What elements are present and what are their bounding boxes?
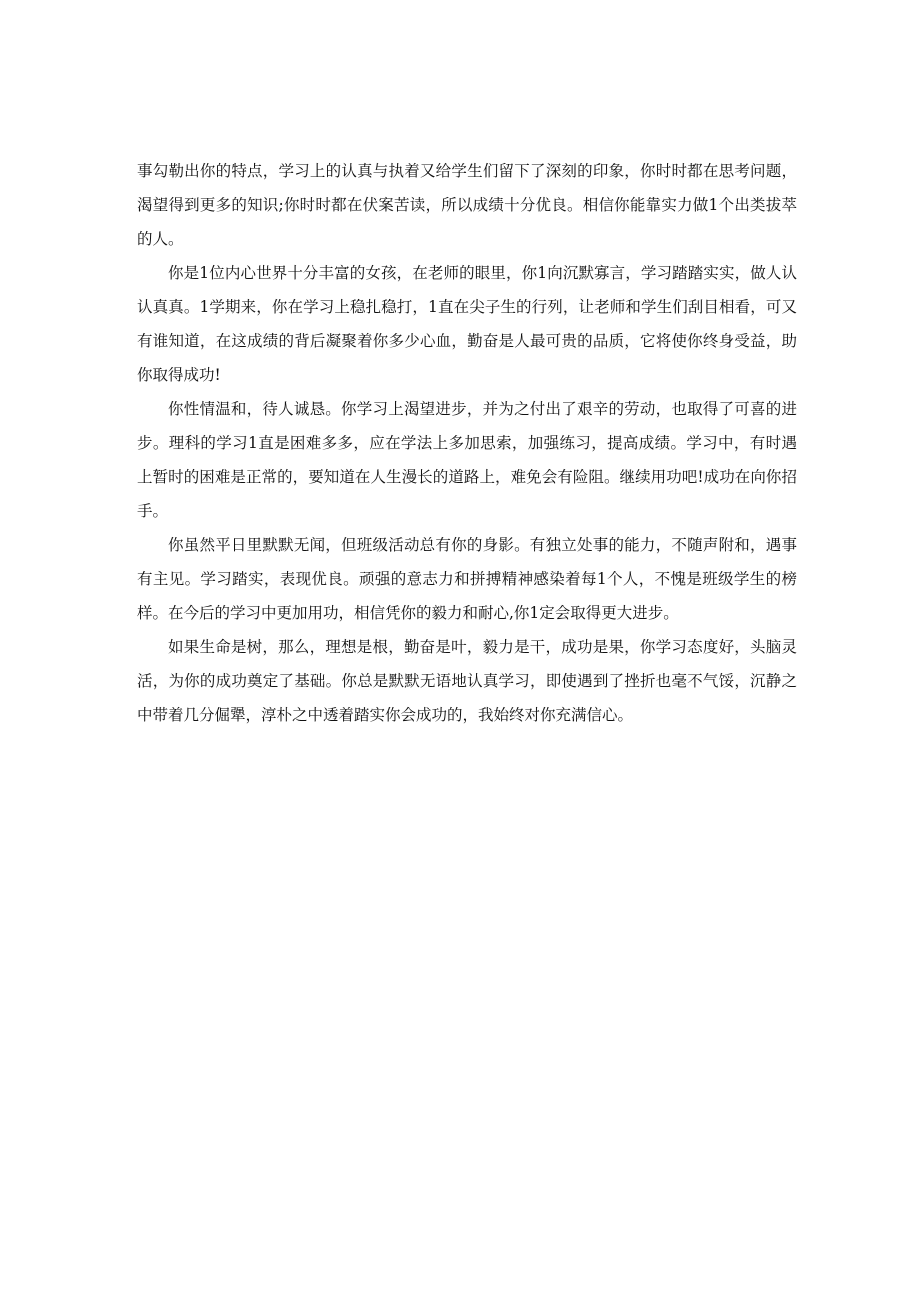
paragraph-comment-4: 你虽然平日里默默无闻，但班级活动总有你的身影。有独立处事的能力，不随声附和，遇事有主见。学习踏实，表现优良。顽强的意志力和拼搏精神感染着每1个人，不愧是班级学生的榜样。在今后的学习中更加用功，相信凭你的毅力和耐心,你1定会取得更大进步。: [137, 536, 797, 622]
paragraph-comment-2: 你是1位内心世界十分丰富的女孩，在老师的眼里，你1向沉默寡言，学习踏踏实实，做人认认真真。1学期来，你在学习上稳扎稳打，1直在尖子生的行列，让老师和学生们刮目相看，可又有谁知道，在这成绩的背后凝聚着你多少心血，勤奋是人最可贵的品质，它将使你终身受益，助你取得成功!: [137, 264, 797, 384]
paragraph-comment-5: 如果生命是树，那么，理想是根，勤奋是叶，毅力是干，成功是果，你学习态度好，头脑灵活，为你的成功奠定了基础。你总是默默无语地认真学习，即使遇到了挫折也毫不气馁，沉静之中带着几分倔犟，淳朴之中透着踏实你会成功的，我始终对你充满信心。: [137, 638, 797, 724]
paragraph-comment-3: 你性情温和，待人诚恳。你学习上渴望进步，并为之付出了艰辛的劳动，也取得了可喜的进步。理科的学习1直是困难多多，应在学法上多加思索，加强练习，提高成绩。学习中，有时遇上暂时的困难是正常的，要知道在人生漫长的道路上，难免会有险阻。继续用功吧!成功在向你招手。: [137, 400, 797, 520]
paragraph-continued: 事勾勒出你的特点，学习上的认真与执着又给学生们留下了深刻的印象，你时时都在思考问题，渴望得到更多的知识;你时时都在伏案苦读，所以成绩十分优良。相信你能靠实力做1个出类拔萃的人。: [137, 162, 797, 248]
document-body: [137, 154, 797, 732]
